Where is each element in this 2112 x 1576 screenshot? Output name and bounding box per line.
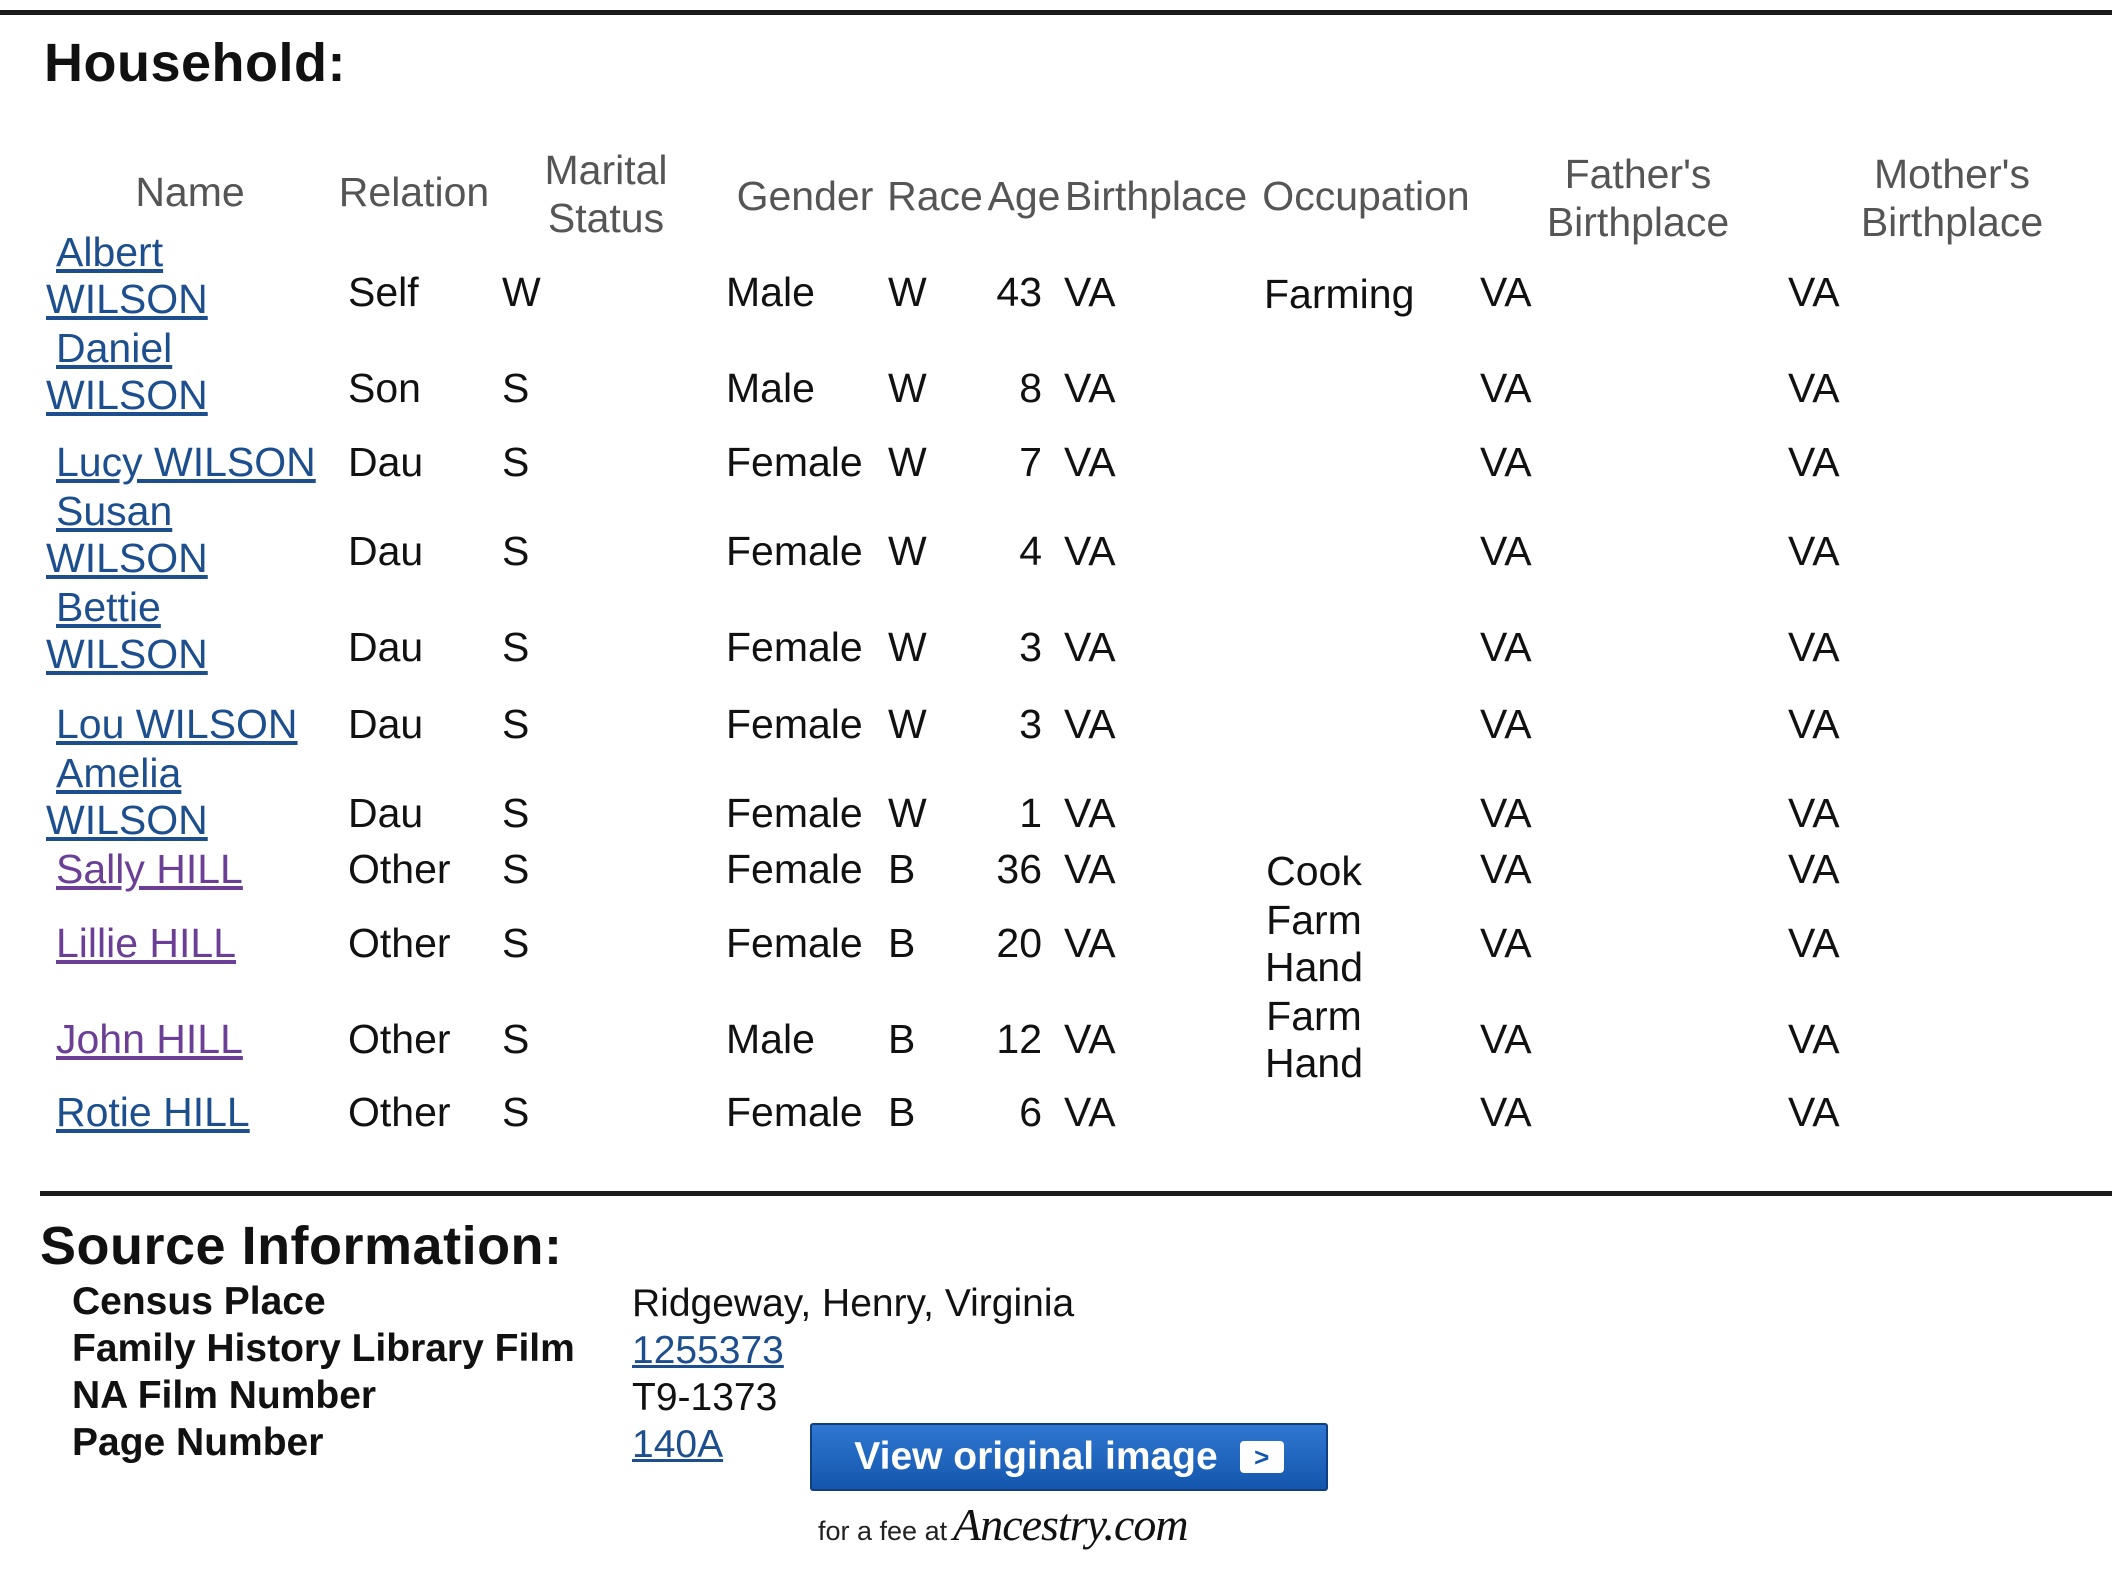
person-name-link[interactable] [46,439,316,486]
person-name-line-2: WILSON [46,535,208,581]
person-name-line-1: Bettie [56,584,161,630]
person-name-link[interactable] [46,846,243,893]
column-header-mother-birthplace: Mother's Birthplace [1860,151,2044,245]
father-birthplace-cell: VA [1480,365,1532,411]
mother-birthplace-cell: VA [1788,1089,1840,1135]
race-cell: W [888,624,927,670]
birthplace-cell: VA [1064,846,1116,892]
mother-birthplace-cell: VA [1788,269,1840,315]
relation-cell: Self [348,269,419,315]
father-birthplace-cell: VA [1480,846,1532,892]
relation-cell: Son [348,365,421,411]
section-divider [40,1191,2112,1196]
mother-birthplace-cell: VA [1788,701,1840,747]
person-name-line-1: Amelia [56,750,182,796]
age-cell: 1 [1019,790,1042,836]
person-name-line-1: Lillie HILL [56,920,237,966]
page-number-label: Page Number [72,1421,324,1464]
column-header-gender: Gender [736,173,874,219]
view-original-image-button[interactable] [810,1423,1328,1491]
mother-birthplace-cell: VA [1788,624,1840,670]
birthplace-cell: VA [1064,920,1116,966]
gender-cell: Female [726,701,863,747]
age-cell: 7 [1019,439,1042,485]
mother-birthplace-cell: VA [1788,846,1840,892]
marital-status-cell: S [502,624,530,670]
column-header-name: Name [135,169,245,215]
column-header-birthplace: Birthplace [1064,173,1248,219]
relation-cell: Dau [348,624,424,670]
gender-cell: Male [726,1016,815,1062]
relation-cell: Other [348,1016,451,1062]
father-birthplace-cell: VA [1480,269,1532,315]
race-cell: W [888,365,927,411]
age-cell: 36 [996,846,1042,892]
marital-status-cell: S [502,365,530,411]
marital-status-cell: W [502,269,541,315]
column-header-race: Race [887,173,983,219]
age-cell: 20 [996,920,1042,966]
person-name-link[interactable] [46,584,208,678]
mother-birthplace-cell: VA [1788,365,1840,411]
race-cell: W [888,439,927,485]
age-cell: 3 [1019,624,1042,670]
father-birthplace-cell: VA [1480,920,1532,966]
mother-birthplace-cell: VA [1788,439,1840,485]
person-name-line-1: Rotie HILL [56,1089,250,1135]
person-name-link[interactable] [46,1016,243,1063]
birthplace-cell: VA [1064,269,1116,315]
birthplace-cell: VA [1064,365,1116,411]
ancestry-logo[interactable]: Ancestry.com [953,1499,1188,1550]
birthplace-cell: VA [1064,790,1116,836]
gender-cell: Male [726,365,815,411]
person-name-line-2: WILSON [46,631,208,677]
page-number-link[interactable]: 140A [632,1423,724,1466]
chevron-right-icon: > [1240,1441,1284,1473]
father-birthplace-cell: VA [1480,790,1532,836]
occupation-cell: Farm Hand [1264,897,1363,990]
relation-cell: Other [348,1089,451,1135]
age-cell: 4 [1019,528,1042,574]
relation-cell: Dau [348,439,424,485]
birthplace-cell: VA [1064,624,1116,670]
occupation-cell: Farm Hand [1264,993,1363,1086]
person-name-line-1: Lou WILSON [56,701,298,747]
person-name-link[interactable] [46,920,236,967]
column-header-relation: Relation [338,169,490,215]
birthplace-cell: VA [1064,439,1116,485]
marital-status-cell: S [502,920,530,966]
marital-status-cell: S [502,528,530,574]
person-name-line-2: WILSON [46,276,208,322]
race-cell: B [888,846,916,892]
gender-cell: Female [726,528,863,574]
age-cell: 8 [1019,365,1042,411]
fee-text: for a fee at [818,1516,948,1546]
column-header-age: Age [987,173,1061,219]
person-name-line-1: John HILL [56,1016,243,1062]
census-place-value: Ridgeway, Henry, Virginia [632,1282,1075,1325]
top-divider [0,10,2112,15]
person-name-link[interactable] [46,701,298,748]
person-name-link[interactable] [46,1089,250,1136]
age-cell: 43 [996,269,1042,315]
race-cell: W [888,528,927,574]
mother-birthplace-cell: VA [1788,920,1840,966]
gender-cell: Female [726,439,863,485]
father-birthplace-cell: VA [1480,439,1532,485]
birthplace-cell: VA [1064,1089,1116,1135]
relation-cell: Other [348,920,451,966]
source-title: Source Information: [40,1216,563,1276]
age-cell: 12 [996,1016,1042,1062]
person-name-line-1: Susan [56,488,173,534]
person-name-link[interactable] [46,750,208,844]
fee-note [818,1498,1188,1551]
person-name-link[interactable] [46,488,208,582]
race-cell: W [888,790,927,836]
gender-cell: Female [726,920,863,966]
person-name-line-1: Albert [56,229,164,275]
birthplace-cell: VA [1064,528,1116,574]
birthplace-cell: VA [1064,1016,1116,1062]
marital-status-cell: S [502,846,530,892]
view-original-image-label: View original image [854,1435,1218,1478]
father-birthplace-cell: VA [1480,624,1532,670]
occupation-cell: Cook [1266,848,1362,894]
column-header-father-birthplace: Father's Birthplace [1546,151,1730,245]
marital-status-cell: S [502,701,530,747]
race-cell: W [888,269,927,315]
race-cell: B [888,920,916,966]
relation-cell: Other [348,846,451,892]
marital-status-cell: S [502,1089,530,1135]
relation-cell: Dau [348,790,424,836]
person-name-link[interactable] [46,229,208,323]
gender-cell: Female [726,846,863,892]
fhl-film-label: Family History Library Film [72,1327,575,1370]
person-name-line-2: WILSON [46,797,208,843]
census-place-label: Census Place [72,1280,326,1323]
father-birthplace-cell: VA [1480,528,1532,574]
person-name-line-2: WILSON [46,372,208,418]
marital-status-cell: S [502,790,530,836]
gender-cell: Female [726,790,863,836]
birthplace-cell: VA [1064,701,1116,747]
relation-cell: Dau [348,528,424,574]
na-film-number-value: T9-1373 [632,1376,778,1419]
na-film-number-label: NA Film Number [72,1374,377,1417]
person-name-link[interactable] [46,325,208,419]
column-header-marital-status: Marital Status [544,147,668,241]
father-birthplace-cell: VA [1480,1089,1532,1135]
relation-cell: Dau [348,701,424,747]
gender-cell: Female [726,1089,863,1135]
race-cell: B [888,1089,916,1135]
race-cell: W [888,701,927,747]
race-cell: B [888,1016,916,1062]
person-name-line-1: Sally HILL [56,846,243,892]
mother-birthplace-cell: VA [1788,790,1840,836]
age-cell: 6 [1019,1089,1042,1135]
marital-status-cell: S [502,1016,530,1062]
mother-birthplace-cell: VA [1788,528,1840,574]
age-cell: 3 [1019,701,1042,747]
occupation-cell: Farming [1264,271,1415,317]
fhl-film-link[interactable]: 1255373 [632,1329,784,1372]
gender-cell: Female [726,624,863,670]
father-birthplace-cell: VA [1480,1016,1532,1062]
person-name-line-1: Lucy WILSON [56,439,316,485]
marital-status-cell: S [502,439,530,485]
household-title: Household: [44,33,346,93]
gender-cell: Male [726,269,815,315]
mother-birthplace-cell: VA [1788,1016,1840,1062]
column-header-occupation: Occupation [1262,173,1470,219]
father-birthplace-cell: VA [1480,701,1532,747]
person-name-line-1: Daniel [56,325,173,371]
